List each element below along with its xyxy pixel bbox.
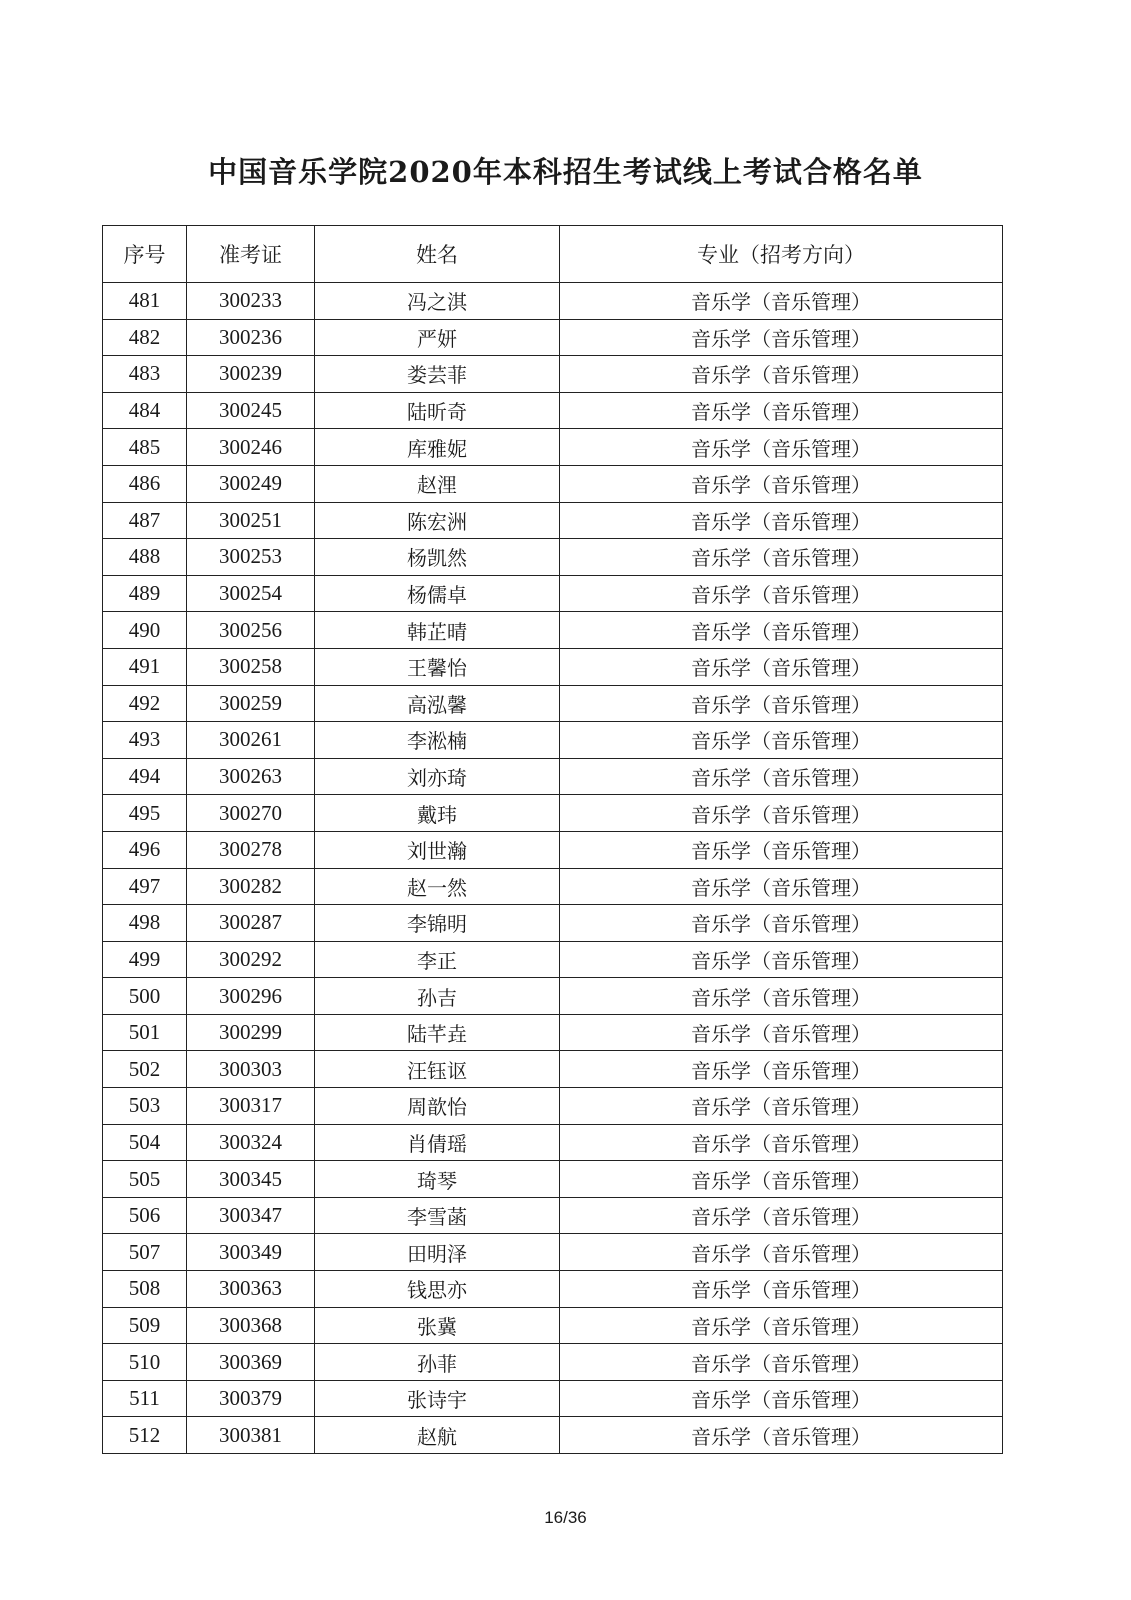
- cell-major: 音乐学（音乐管理）: [560, 465, 1003, 502]
- cell-exam-id: 300292: [187, 941, 315, 978]
- table-row: [103, 722, 1003, 759]
- table-row: [103, 648, 1003, 685]
- cell-major: 音乐学（音乐管理）: [560, 1234, 1003, 1271]
- cell-seq: 512: [103, 1417, 187, 1454]
- cell-seq: 498: [103, 905, 187, 942]
- cell-exam-id: 300256: [187, 612, 315, 649]
- cell-name: 田明泽: [315, 1234, 560, 1271]
- cell-name: 陆芊垚: [315, 1014, 560, 1051]
- cell-seq: 510: [103, 1344, 187, 1381]
- document-title: 中国音乐学院2020年本科招生考试线上考试合格名单: [208, 155, 923, 189]
- cell-name: 杨儒卓: [315, 575, 560, 612]
- cell-major: 音乐学（音乐管理）: [560, 758, 1003, 795]
- cell-name: 琦琴: [315, 1161, 560, 1198]
- cell-major: 音乐学（音乐管理）: [560, 1344, 1003, 1381]
- page-number: 16/36: [544, 1508, 587, 1527]
- cell-major: 音乐学（音乐管理）: [560, 429, 1003, 466]
- cell-seq: 491: [103, 648, 187, 685]
- cell-seq: 499: [103, 941, 187, 978]
- table-row: [103, 1197, 1003, 1234]
- cell-exam-id: 300345: [187, 1161, 315, 1198]
- cell-seq: 496: [103, 831, 187, 868]
- admission-list-table: [102, 225, 1003, 1454]
- table-row: [103, 319, 1003, 356]
- cell-seq: 497: [103, 868, 187, 905]
- cell-major: 音乐学（音乐管理）: [560, 392, 1003, 429]
- cell-seq: 488: [103, 539, 187, 576]
- table-row: [103, 1124, 1003, 1161]
- cell-major: 音乐学（音乐管理）: [560, 575, 1003, 612]
- cell-major: 音乐学（音乐管理）: [560, 502, 1003, 539]
- cell-seq: 493: [103, 722, 187, 759]
- cell-exam-id: 300239: [187, 356, 315, 393]
- cell-major: 音乐学（音乐管理）: [560, 1014, 1003, 1051]
- table-row: [103, 685, 1003, 722]
- cell-seq: 483: [103, 356, 187, 393]
- table-row: [103, 795, 1003, 832]
- table-row: [103, 978, 1003, 1015]
- cell-exam-id: 300259: [187, 685, 315, 722]
- table-row: [103, 1344, 1003, 1381]
- cell-seq: 505: [103, 1161, 187, 1198]
- cell-exam-id: 300363: [187, 1271, 315, 1308]
- cell-major: 音乐学（音乐管理）: [560, 1271, 1003, 1308]
- table-row: [103, 758, 1003, 795]
- cell-name: 李锦明: [315, 905, 560, 942]
- table-row: [103, 1417, 1003, 1454]
- cell-major: 音乐学（音乐管理）: [560, 1197, 1003, 1234]
- cell-name: 赵航: [315, 1417, 560, 1454]
- cell-major: 音乐学（音乐管理）: [560, 283, 1003, 320]
- cell-seq: 511: [103, 1380, 187, 1417]
- table-row: [103, 356, 1003, 393]
- cell-major: 音乐学（音乐管理）: [560, 905, 1003, 942]
- table-row: [103, 465, 1003, 502]
- cell-exam-id: 300317: [187, 1088, 315, 1125]
- cell-major: 音乐学（音乐管理）: [560, 941, 1003, 978]
- cell-exam-id: 300296: [187, 978, 315, 1015]
- table-row: [103, 539, 1003, 576]
- cell-major: 音乐学（音乐管理）: [560, 1051, 1003, 1088]
- cell-exam-id: 300282: [187, 868, 315, 905]
- table-row: [103, 1271, 1003, 1308]
- cell-name: 陆昕奇: [315, 392, 560, 429]
- cell-name: 赵一然: [315, 868, 560, 905]
- cell-name: 冯之淇: [315, 283, 560, 320]
- table-row: [103, 283, 1003, 320]
- cell-name: 肖倩瑶: [315, 1124, 560, 1161]
- cell-exam-id: 300368: [187, 1307, 315, 1344]
- cell-name: 刘亦琦: [315, 758, 560, 795]
- cell-name: 赵浬: [315, 465, 560, 502]
- cell-name: 周歆怡: [315, 1088, 560, 1125]
- table-row: [103, 1234, 1003, 1271]
- cell-name: 汪钰讴: [315, 1051, 560, 1088]
- cell-name: 刘世瀚: [315, 831, 560, 868]
- cell-seq: 495: [103, 795, 187, 832]
- cell-exam-id: 300287: [187, 905, 315, 942]
- cell-exam-id: 300379: [187, 1380, 315, 1417]
- cell-exam-id: 300249: [187, 465, 315, 502]
- cell-name: 孙菲: [315, 1344, 560, 1381]
- cell-exam-id: 300263: [187, 758, 315, 795]
- cell-seq: 482: [103, 319, 187, 356]
- cell-seq: 500: [103, 978, 187, 1015]
- header-major: 专业（招考方向）: [560, 226, 1003, 283]
- cell-exam-id: 300381: [187, 1417, 315, 1454]
- table-row: [103, 905, 1003, 942]
- cell-exam-id: 300251: [187, 502, 315, 539]
- cell-major: 音乐学（音乐管理）: [560, 539, 1003, 576]
- table-row: [103, 612, 1003, 649]
- cell-seq: 506: [103, 1197, 187, 1234]
- cell-exam-id: 300270: [187, 795, 315, 832]
- cell-major: 音乐学（音乐管理）: [560, 356, 1003, 393]
- cell-exam-id: 300246: [187, 429, 315, 466]
- cell-seq: 509: [103, 1307, 187, 1344]
- cell-major: 音乐学（音乐管理）: [560, 978, 1003, 1015]
- cell-name: 李正: [315, 941, 560, 978]
- cell-name: 李雪菡: [315, 1197, 560, 1234]
- cell-exam-id: 300233: [187, 283, 315, 320]
- cell-major: 音乐学（音乐管理）: [560, 1088, 1003, 1125]
- cell-exam-id: 300236: [187, 319, 315, 356]
- table-row: [103, 429, 1003, 466]
- cell-exam-id: 300324: [187, 1124, 315, 1161]
- table-body: [103, 283, 1003, 1454]
- cell-exam-id: 300303: [187, 1051, 315, 1088]
- cell-exam-id: 300254: [187, 575, 315, 612]
- header-name: 姓名: [315, 226, 560, 283]
- cell-name: 戴玮: [315, 795, 560, 832]
- table-row: [103, 1051, 1003, 1088]
- cell-name: 张冀: [315, 1307, 560, 1344]
- cell-major: 音乐学（音乐管理）: [560, 831, 1003, 868]
- cell-exam-id: 300278: [187, 831, 315, 868]
- table-row: [103, 1307, 1003, 1344]
- cell-seq: 484: [103, 392, 187, 429]
- cell-name: 严妍: [315, 319, 560, 356]
- cell-exam-id: 300258: [187, 648, 315, 685]
- table-row: [103, 392, 1003, 429]
- cell-major: 音乐学（音乐管理）: [560, 1124, 1003, 1161]
- cell-seq: 501: [103, 1014, 187, 1051]
- header-seq: 序号: [103, 226, 187, 283]
- table-row: [103, 575, 1003, 612]
- cell-major: 音乐学（音乐管理）: [560, 722, 1003, 759]
- cell-seq: 489: [103, 575, 187, 612]
- cell-seq: 503: [103, 1088, 187, 1125]
- cell-seq: 481: [103, 283, 187, 320]
- cell-major: 音乐学（音乐管理）: [560, 868, 1003, 905]
- cell-major: 音乐学（音乐管理）: [560, 1307, 1003, 1344]
- cell-major: 音乐学（音乐管理）: [560, 1161, 1003, 1198]
- table-row: [103, 831, 1003, 868]
- cell-seq: 507: [103, 1234, 187, 1271]
- cell-seq: 486: [103, 465, 187, 502]
- cell-name: 王馨怡: [315, 648, 560, 685]
- cell-major: 音乐学（音乐管理）: [560, 648, 1003, 685]
- cell-exam-id: 300369: [187, 1344, 315, 1381]
- cell-name: 陈宏洲: [315, 502, 560, 539]
- cell-name: 韩芷晴: [315, 612, 560, 649]
- table-header-row: [103, 226, 1003, 283]
- table-row: [103, 1380, 1003, 1417]
- cell-exam-id: 300299: [187, 1014, 315, 1051]
- cell-seq: 502: [103, 1051, 187, 1088]
- cell-name: 娄芸菲: [315, 356, 560, 393]
- cell-exam-id: 300245: [187, 392, 315, 429]
- cell-seq: 487: [103, 502, 187, 539]
- cell-name: 库雅妮: [315, 429, 560, 466]
- cell-seq: 485: [103, 429, 187, 466]
- cell-seq: 504: [103, 1124, 187, 1161]
- cell-seq: 494: [103, 758, 187, 795]
- cell-name: 孙吉: [315, 978, 560, 1015]
- table-row: [103, 868, 1003, 905]
- table-row: [103, 941, 1003, 978]
- cell-major: 音乐学（音乐管理）: [560, 612, 1003, 649]
- cell-major: 音乐学（音乐管理）: [560, 319, 1003, 356]
- cell-exam-id: 300347: [187, 1197, 315, 1234]
- cell-exam-id: 300349: [187, 1234, 315, 1271]
- table-row: [103, 502, 1003, 539]
- cell-name: 张诗宇: [315, 1380, 560, 1417]
- table-row: [103, 1161, 1003, 1198]
- cell-seq: 492: [103, 685, 187, 722]
- cell-name: 高泓馨: [315, 685, 560, 722]
- table-row: [103, 1088, 1003, 1125]
- cell-name: 李淞楠: [315, 722, 560, 759]
- cell-name: 杨凯然: [315, 539, 560, 576]
- cell-major: 音乐学（音乐管理）: [560, 685, 1003, 722]
- cell-exam-id: 300253: [187, 539, 315, 576]
- cell-exam-id: 300261: [187, 722, 315, 759]
- cell-major: 音乐学（音乐管理）: [560, 1417, 1003, 1454]
- cell-major: 音乐学（音乐管理）: [560, 795, 1003, 832]
- cell-seq: 490: [103, 612, 187, 649]
- cell-name: 钱思亦: [315, 1271, 560, 1308]
- cell-seq: 508: [103, 1271, 187, 1308]
- table-row: [103, 1014, 1003, 1051]
- cell-major: 音乐学（音乐管理）: [560, 1380, 1003, 1417]
- header-exam-id: 准考证: [187, 226, 315, 283]
